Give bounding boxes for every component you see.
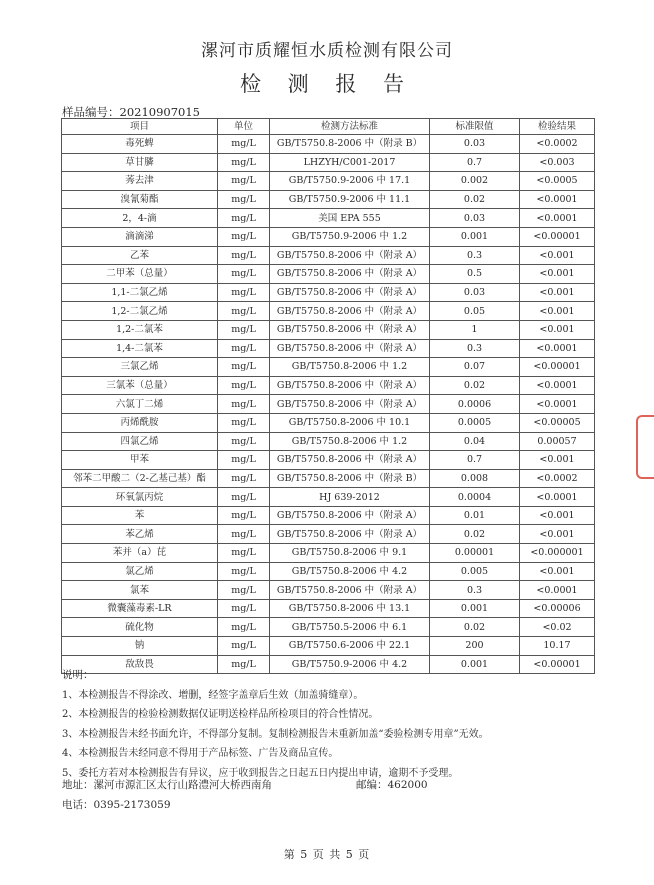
cell-limit: 0.3 [430,339,520,358]
table-row [62,246,595,265]
table-row [62,153,595,172]
cell-item: 溴氰菊酯 [62,190,218,209]
cell-item: 钠 [62,637,218,656]
cell-result: <0.003 [520,153,595,172]
cell-item: 四氯乙烯 [62,432,218,451]
cell-unit: mg/L [218,525,270,544]
cell-unit: mg/L [218,544,270,563]
cell-method: GB/T5750.8-2006 中（附录 A） [270,302,430,321]
table-row [62,190,595,209]
cell-limit: 1 [430,320,520,339]
cell-result: <0.001 [520,283,595,302]
cell-item: 2，4-滴 [62,209,218,228]
cell-limit: 0.0006 [430,395,520,414]
table-row [62,488,595,507]
table-row [62,618,595,637]
cell-item: 苯 [62,506,218,525]
cell-result: <0.001 [520,525,595,544]
cell-unit: mg/L [218,339,270,358]
table-row [62,506,595,525]
cell-limit: 0.02 [430,190,520,209]
cell-result: <0.000001 [520,544,595,563]
cell-method: GB/T5750.9-2006 中 17.1 [270,172,430,191]
cell-method: GB/T5750.8-2006 中（附录 A） [270,581,430,600]
cell-method: GB/T5750.8-2006 中（附录 A） [270,339,430,358]
cell-limit: 0.02 [430,525,520,544]
cell-method: GB/T5750.8-2006 中（附录 A） [270,525,430,544]
cell-limit: 0.03 [430,209,520,228]
cell-result: <0.0001 [520,488,595,507]
header-result: 检验结果 [520,119,595,135]
cell-unit: mg/L [218,618,270,637]
cell-unit: mg/L [218,283,270,302]
cell-unit: mg/L [218,599,270,618]
cell-result: <0.00005 [520,413,595,432]
cell-limit: 0.3 [430,246,520,265]
table-row [62,562,595,581]
cell-item: 甲苯 [62,451,218,470]
cell-item: 三氯乙烯 [62,358,218,377]
cell-method: GB/T5750.8-2006 中 1.2 [270,358,430,377]
table-row [62,451,595,470]
cell-unit: mg/L [218,265,270,284]
table-row [62,135,595,154]
cell-unit: mg/L [218,395,270,414]
header-limit: 标准限值 [430,119,520,135]
phone: 电话：0395-2173059 [62,799,171,811]
cell-item: 二甲苯（总量） [62,265,218,284]
cell-result: <0.001 [520,265,595,284]
cell-unit: mg/L [218,506,270,525]
cell-method: GB/T5750.6-2006 中 22.1 [270,637,430,656]
cell-limit: 0.5 [430,265,520,284]
cell-method: GB/T5750.8-2006 中 10.1 [270,413,430,432]
table-row [62,339,595,358]
cell-result: <0.0005 [520,172,595,191]
table-row [62,358,595,377]
page-number: 第 5 页 共 5 页 [283,848,371,861]
cell-method: GB/T5750.8-2006 中 9.1 [270,544,430,563]
cell-result: 0.00057 [520,432,595,451]
cell-method: GB/T5750.8-2006 中（附录 A） [270,265,430,284]
cell-unit: mg/L [218,135,270,154]
note-item: 2、本检测报告的检验检测数据仅证明送检样品所检项目的符合性情况。 [62,709,379,720]
cell-limit: 0.05 [430,302,520,321]
cell-result: <0.001 [520,506,595,525]
postcode: 邮编：462000 [356,779,428,791]
cell-item: 敌敌畏 [62,655,218,674]
notes-heading: 说明： [62,669,94,681]
cell-limit: 0.03 [430,283,520,302]
cell-item: 1,2-二氯乙烯 [62,302,218,321]
cell-method: GB/T5750.8-2006 中（附录 A） [270,376,430,395]
notes-section [62,666,602,783]
cell-limit: 0.03 [430,135,520,154]
cell-item: 氯苯 [62,581,218,600]
cell-limit: 0.04 [430,432,520,451]
cell-limit: 0.02 [430,618,520,637]
cell-limit: 0.0004 [430,488,520,507]
cell-item: 微囊藻毒素-LR [62,599,218,618]
cell-result: <0.0002 [520,135,595,154]
cell-item: 1,1-二氯乙烯 [62,283,218,302]
cell-limit: 0.01 [430,506,520,525]
cell-unit: mg/L [218,451,270,470]
table-row [62,209,595,228]
cell-result: <0.001 [520,562,595,581]
note-item: 4、本检测报告未经同意不得用于产品标签、广告及商品宣传。 [62,748,339,759]
cell-item: 草甘膦 [62,153,218,172]
cell-item: 六氯丁二烯 [62,395,218,414]
cell-unit: mg/L [218,153,270,172]
note-item: 3、本检测报告未经书面允许，不得部分复制。复制检测报告未重新加盖“委验检测专用章”无效。 [62,728,489,740]
cell-unit: mg/L [218,469,270,488]
cell-result: <0.001 [520,302,595,321]
cell-limit: 200 [430,637,520,656]
cell-method: GB/T5750.8-2006 中（附录 A） [270,395,430,414]
cell-unit: mg/L [218,655,270,674]
table-row [62,302,595,321]
cell-item: 硫化物 [62,618,218,637]
seam-seal [636,415,654,479]
table-row [62,469,595,488]
cell-limit: 0.3 [430,581,520,600]
table-row [62,283,595,302]
cell-item: 1,4-二氯苯 [62,339,218,358]
report-title: 检 测 报 告 [239,72,415,96]
results-table [61,118,595,674]
table-row [62,525,595,544]
cell-result: <0.0002 [520,469,595,488]
cell-method: GB/T5750.8-2006 中 4.2 [270,562,430,581]
sample-number: 样品编号：20210907015 [62,105,200,119]
cell-method: GB/T5750.9-2006 中 1.2 [270,227,430,246]
cell-item: 丙烯酰胺 [62,413,218,432]
cell-unit: mg/L [218,562,270,581]
cell-result: <0.0001 [520,376,595,395]
cell-method: HJ 639-2012 [270,488,430,507]
header-item: 项目 [62,119,218,135]
cell-method: GB/T5750.9-2006 中 11.1 [270,190,430,209]
cell-method: GB/T5750.5-2006 中 6.1 [270,618,430,637]
cell-result: <0.00001 [520,227,595,246]
table-row [62,376,595,395]
cell-unit: mg/L [218,302,270,321]
cell-limit: 0.008 [430,469,520,488]
table-header-row [62,119,595,135]
cell-result: <0.00001 [520,358,595,377]
table-row [62,544,595,563]
cell-unit: mg/L [218,376,270,395]
cell-method: GB/T5750.8-2006 中（附录 A） [270,451,430,470]
cell-method: GB/T5750.8-2006 中 1.2 [270,432,430,451]
cell-method: GB/T5750.8-2006 中 13.1 [270,599,430,618]
cell-unit: mg/L [218,413,270,432]
table-body [62,135,595,674]
cell-result: <0.0001 [520,209,595,228]
cell-unit: mg/L [218,246,270,265]
cell-limit: 0.7 [430,451,520,470]
cell-item: 氯乙烯 [62,562,218,581]
cell-method: GB/T5750.8-2006 中（附录 A） [270,320,430,339]
table-row [62,265,595,284]
cell-limit: 0.001 [430,655,520,674]
cell-method: GB/T5750.8-2006 中（附录 B） [270,469,430,488]
cell-limit: 0.001 [430,227,520,246]
cell-result: <0.0001 [520,339,595,358]
cell-result: <0.001 [520,246,595,265]
cell-unit: mg/L [218,637,270,656]
cell-limit: 0.07 [430,358,520,377]
table-row [62,172,595,191]
table-row [62,637,595,656]
note-item: 1、本检测报告不得涂改、增删，经签字盖章后生效（加盖骑缝章）。 [62,689,364,701]
cell-unit: mg/L [218,227,270,246]
cell-unit: mg/L [218,488,270,507]
header-method: 检测方法标准 [270,119,430,135]
cell-limit: 0.001 [430,599,520,618]
cell-method: LHZYH/C001-2017 [270,153,430,172]
cell-unit: mg/L [218,432,270,451]
cell-method: 美国 EPA 555 [270,209,430,228]
cell-result: <0.0001 [520,395,595,414]
table-row [62,320,595,339]
cell-result: 10.17 [520,637,595,656]
cell-unit: mg/L [218,172,270,191]
cell-result: <0.001 [520,451,595,470]
table-row [62,227,595,246]
cell-item: 三氯苯（总量） [62,376,218,395]
table-row [62,599,595,618]
cell-method: GB/T5750.9-2006 中 4.2 [270,655,430,674]
cell-limit: 0.005 [430,562,520,581]
cell-item: 苯并（a）芘 [62,544,218,563]
cell-limit: 0.002 [430,172,520,191]
cell-result: <0.00006 [520,599,595,618]
cell-result: <0.02 [520,618,595,637]
cell-method: GB/T5750.8-2006 中（附录 A） [270,246,430,265]
cell-limit: 0.02 [430,376,520,395]
cell-item: 乙苯 [62,246,218,265]
cell-item: 环氧氯丙烷 [62,488,218,507]
cell-result: <0.00001 [520,655,595,674]
cell-method: GB/T5750.8-2006 中（附录 A） [270,283,430,302]
cell-method: GB/T5750.8-2006 中（附录 B） [270,135,430,154]
cell-unit: mg/L [218,209,270,228]
company-name: 漯河市质耀恒水质检测有限公司 [201,41,453,61]
cell-result: <0.0001 [520,190,595,209]
cell-item: 滴滴涕 [62,227,218,246]
cell-unit: mg/L [218,190,270,209]
cell-result: <0.0001 [520,581,595,600]
table-row [62,395,595,414]
table-row [62,581,595,600]
cell-result: <0.001 [520,320,595,339]
table-row [62,413,595,432]
cell-method: GB/T5750.8-2006 中（附录 A） [270,506,430,525]
cell-item: 1,2-二氯苯 [62,320,218,339]
cell-item: 苯乙烯 [62,525,218,544]
cell-limit: 0.7 [430,153,520,172]
cell-item: 邻苯二甲酸二（2-乙基己基）酯 [62,469,218,488]
address: 地址：漯河市源汇区太行山路澧河大桥西南角 [62,779,272,791]
cell-unit: mg/L [218,581,270,600]
header-unit: 单位 [218,119,270,135]
cell-unit: mg/L [218,358,270,377]
cell-item: 毒死蜱 [62,135,218,154]
cell-limit: 0.00001 [430,544,520,563]
note-item: 5、委托方若对本检测报告有异议，应于收到报告之日起五日内提出申请，逾期不予受理。 [62,767,459,779]
cell-item: 莠去津 [62,172,218,191]
cell-limit: 0.0005 [430,413,520,432]
cell-unit: mg/L [218,320,270,339]
table-row [62,432,595,451]
